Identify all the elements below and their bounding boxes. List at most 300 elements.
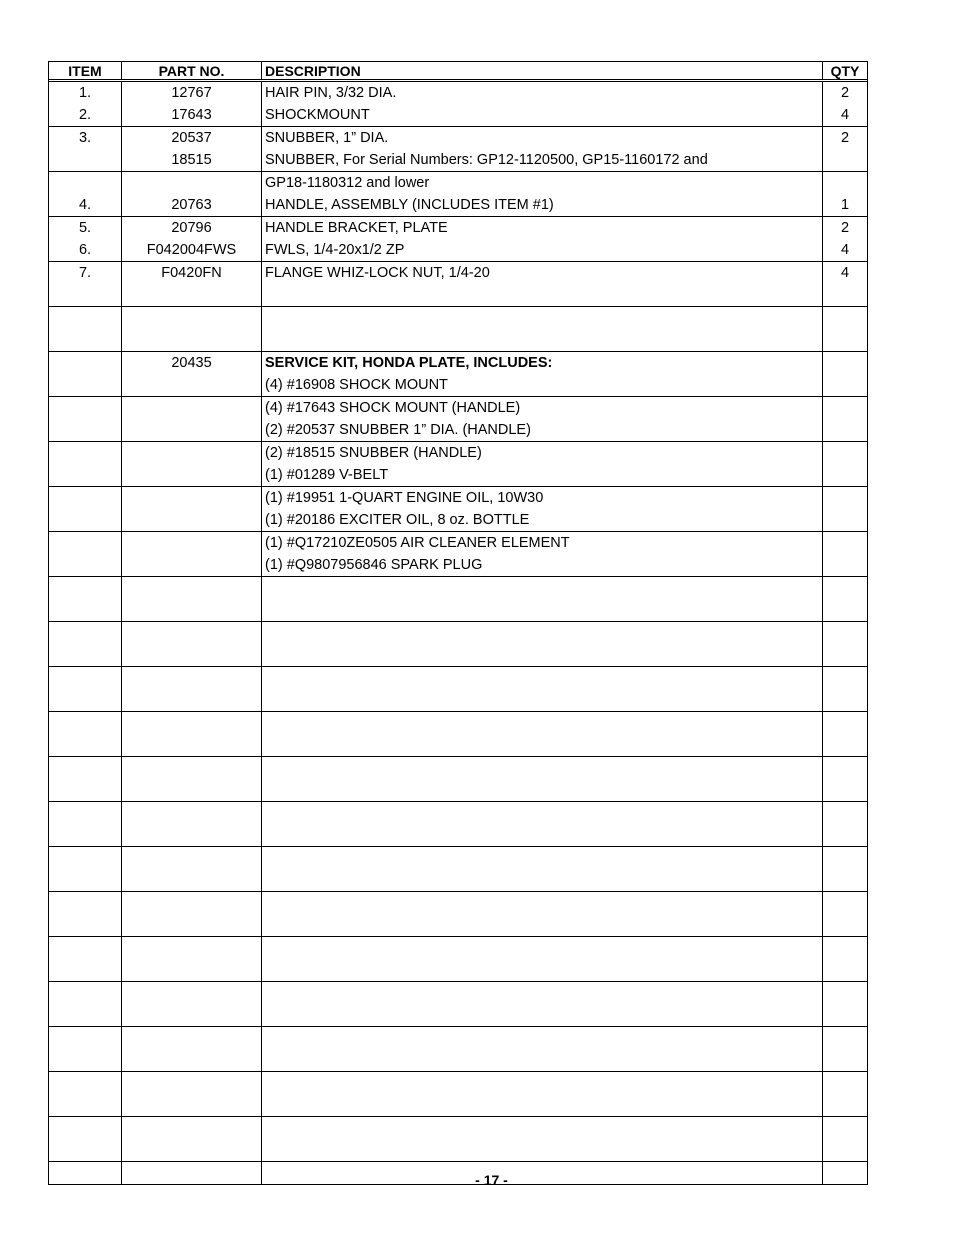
part-no-cell xyxy=(122,892,262,936)
qty-cell xyxy=(823,1117,867,1161)
item-text xyxy=(49,622,121,644)
item-text: 4. xyxy=(78,197,92,213)
qty-text xyxy=(823,689,867,711)
description-text: SERVICE KIT, HONDA PLATE, INCLUDES: xyxy=(265,355,553,371)
part-no-text xyxy=(122,374,261,396)
description-text xyxy=(265,667,822,689)
part-no-cell xyxy=(122,577,262,621)
item-text xyxy=(49,284,121,306)
item-text xyxy=(49,644,121,666)
description-text xyxy=(265,779,822,801)
description-text xyxy=(265,847,822,869)
qty-text xyxy=(823,757,867,779)
part-no-text xyxy=(122,397,261,419)
part-no-text xyxy=(122,1004,261,1026)
qty-text xyxy=(823,892,867,914)
description-text xyxy=(265,892,822,914)
qty-cell xyxy=(823,217,867,261)
item-cell xyxy=(49,757,122,801)
description-text xyxy=(265,802,822,824)
part-no-cell xyxy=(122,442,262,486)
item-text xyxy=(49,1117,121,1139)
part-no-text xyxy=(122,1094,261,1116)
qty-text xyxy=(823,419,867,441)
part-no-text xyxy=(122,442,261,464)
part-no-cell xyxy=(122,532,262,576)
description-text xyxy=(265,1004,822,1026)
qty-text: 4 xyxy=(840,265,850,281)
item-text: 7. xyxy=(78,265,92,281)
table-row xyxy=(49,937,867,982)
part-no-text xyxy=(122,644,261,666)
description-text: FLANGE WHIZ-LOCK NUT, 1/4-20 xyxy=(265,265,490,281)
item-cell xyxy=(49,352,122,396)
item-cell xyxy=(49,532,122,576)
item-text xyxy=(49,1004,121,1026)
qty-cell xyxy=(823,307,867,351)
item-text xyxy=(49,1072,121,1094)
table-row xyxy=(49,127,867,172)
part-no-cell xyxy=(122,397,262,441)
table-row xyxy=(49,892,867,937)
table-row xyxy=(49,1027,867,1072)
qty-text xyxy=(823,847,867,869)
item-text xyxy=(49,374,121,396)
description-text xyxy=(265,1139,822,1161)
part-no-cell xyxy=(122,1117,262,1161)
description-cell xyxy=(262,892,823,936)
part-no-text xyxy=(122,802,261,824)
part-no-text: 12767 xyxy=(171,85,212,101)
description-text xyxy=(265,1094,822,1116)
qty-text xyxy=(823,1049,867,1071)
qty-cell xyxy=(823,442,867,486)
item-text xyxy=(49,532,121,554)
part-no-text xyxy=(122,329,261,351)
description-cell xyxy=(262,352,823,396)
item-cell xyxy=(49,217,122,261)
part-no-text xyxy=(122,734,261,756)
part-no-cell xyxy=(122,667,262,711)
description-cell xyxy=(262,712,823,756)
description-text xyxy=(265,914,822,936)
qty-cell xyxy=(823,82,867,126)
description-cell xyxy=(262,577,823,621)
item-cell xyxy=(49,937,122,981)
qty-text xyxy=(823,869,867,891)
part-no-cell xyxy=(122,262,262,306)
item-text xyxy=(49,464,121,486)
part-no-text xyxy=(122,487,261,509)
part-no-text xyxy=(122,509,261,531)
part-no-text xyxy=(122,689,261,711)
qty-cell xyxy=(823,397,867,441)
item-text xyxy=(49,329,121,351)
qty-text xyxy=(823,532,867,554)
qty-cell xyxy=(823,172,867,216)
qty-text xyxy=(823,734,867,756)
table-row xyxy=(49,442,867,487)
item-text xyxy=(49,869,121,891)
qty-text: 4 xyxy=(840,242,850,258)
part-no-cell xyxy=(122,352,262,396)
part-no-text xyxy=(122,779,261,801)
part-no-text xyxy=(122,1117,261,1139)
part-no-text: F0420FN xyxy=(161,265,222,281)
header-part-no: PART NO. xyxy=(122,62,262,79)
qty-cell xyxy=(823,982,867,1026)
part-no-text: F042004FWS xyxy=(146,242,237,258)
part-no-text xyxy=(122,982,261,1004)
item-text: 6. xyxy=(78,242,92,258)
header-description: DESCRIPTION xyxy=(262,62,823,79)
part-no-cell xyxy=(122,982,262,1026)
item-text xyxy=(49,937,121,959)
table-row xyxy=(49,352,867,397)
item-cell xyxy=(49,802,122,846)
description-cell xyxy=(262,172,823,216)
table-row xyxy=(49,847,867,892)
part-no-text xyxy=(122,757,261,779)
qty-text xyxy=(823,307,867,329)
part-no-cell xyxy=(122,1072,262,1116)
part-no-text: 18515 xyxy=(171,152,212,168)
part-no-text xyxy=(122,937,261,959)
qty-text xyxy=(823,937,867,959)
item-text xyxy=(49,554,121,576)
description-text: FWLS, 1/4-20x1/2 ZP xyxy=(265,242,405,258)
part-no-text xyxy=(122,1049,261,1071)
part-no-text xyxy=(122,914,261,936)
description-text xyxy=(265,689,822,711)
description-cell xyxy=(262,667,823,711)
qty-text xyxy=(823,149,867,171)
item-cell xyxy=(49,262,122,306)
part-no-cell xyxy=(122,217,262,261)
description-text: (1) #01289 V-BELT xyxy=(265,467,389,483)
item-text xyxy=(49,397,121,419)
table-header xyxy=(49,62,867,82)
description-text xyxy=(265,982,822,1004)
description-cell xyxy=(262,307,823,351)
qty-text xyxy=(823,442,867,464)
description-text xyxy=(265,1117,822,1139)
qty-cell xyxy=(823,352,867,396)
item-cell xyxy=(49,127,122,171)
part-no-cell xyxy=(122,802,262,846)
description-text: GP18-1180312 and lower xyxy=(265,175,430,191)
part-no-text xyxy=(122,577,261,599)
item-text xyxy=(49,1139,121,1161)
item-text xyxy=(49,982,121,1004)
item-text xyxy=(49,847,121,869)
item-text xyxy=(49,307,121,329)
description-cell xyxy=(262,802,823,846)
item-text xyxy=(49,892,121,914)
item-cell xyxy=(49,712,122,756)
item-cell xyxy=(49,622,122,666)
qty-text xyxy=(823,1139,867,1161)
description-text: (4) #16908 SHOCK MOUNT xyxy=(265,377,448,393)
qty-text xyxy=(823,329,867,351)
item-text: 1. xyxy=(78,85,92,101)
qty-text xyxy=(823,284,867,306)
part-no-text xyxy=(122,622,261,644)
table-row xyxy=(49,307,867,352)
description-text xyxy=(265,329,822,351)
item-cell xyxy=(49,1117,122,1161)
item-text xyxy=(49,712,121,734)
item-text xyxy=(49,419,121,441)
item-text xyxy=(49,779,121,801)
qty-text xyxy=(823,959,867,981)
table-row xyxy=(49,397,867,442)
header-qty: QTY xyxy=(830,63,860,79)
item-cell xyxy=(49,307,122,351)
description-cell xyxy=(262,937,823,981)
description-cell xyxy=(262,397,823,441)
item-cell xyxy=(49,982,122,1026)
part-no-text: 20796 xyxy=(171,220,212,236)
description-text xyxy=(265,734,822,756)
qty-text xyxy=(823,599,867,621)
part-no-text xyxy=(122,599,261,621)
description-text xyxy=(265,1027,822,1049)
qty-text xyxy=(823,352,867,374)
item-text xyxy=(49,734,121,756)
table-body xyxy=(49,82,867,1184)
item-cell xyxy=(49,1027,122,1071)
qty-cell xyxy=(823,622,867,666)
description-cell xyxy=(262,622,823,666)
item-text xyxy=(49,689,121,711)
item-cell xyxy=(49,847,122,891)
description-cell xyxy=(262,442,823,486)
description-text: HAIR PIN, 3/32 DIA. xyxy=(265,85,397,101)
qty-text xyxy=(823,487,867,509)
part-no-cell xyxy=(122,487,262,531)
table-row xyxy=(49,802,867,847)
part-no-text xyxy=(122,847,261,869)
table-row xyxy=(49,217,867,262)
qty-text xyxy=(823,509,867,531)
item-cell xyxy=(49,1072,122,1116)
qty-cell xyxy=(823,577,867,621)
description-text xyxy=(265,1049,822,1071)
part-no-cell xyxy=(122,757,262,801)
qty-text xyxy=(823,824,867,846)
qty-text xyxy=(823,1117,867,1139)
description-cell xyxy=(262,1117,823,1161)
part-no-text xyxy=(122,464,261,486)
description-cell xyxy=(262,262,823,306)
table-row xyxy=(49,667,867,712)
part-no-text xyxy=(122,892,261,914)
item-text xyxy=(49,487,121,509)
item-text xyxy=(49,149,121,171)
table-row xyxy=(49,982,867,1027)
part-no-text xyxy=(122,1027,261,1049)
part-no-cell xyxy=(122,82,262,126)
qty-text xyxy=(823,667,867,689)
header-item: ITEM xyxy=(49,62,122,79)
part-no-text xyxy=(122,172,261,194)
item-text xyxy=(49,914,121,936)
description-text: (1) #Q9807956846 SPARK PLUG xyxy=(265,557,483,573)
qty-text xyxy=(823,779,867,801)
item-text xyxy=(49,352,121,374)
description-cell xyxy=(262,1072,823,1116)
part-no-text xyxy=(122,959,261,981)
part-no-text: 17643 xyxy=(171,107,212,123)
description-cell xyxy=(262,532,823,576)
item-text: 5. xyxy=(78,220,92,236)
item-cell xyxy=(49,487,122,531)
qty-text xyxy=(823,464,867,486)
part-no-text xyxy=(122,532,261,554)
description-text xyxy=(265,712,822,734)
item-text xyxy=(49,802,121,824)
qty-text: 1 xyxy=(840,197,850,213)
description-text: (1) #19951 1-QUART ENGINE OIL, 10W30 xyxy=(265,490,544,506)
qty-text xyxy=(823,1072,867,1094)
qty-cell xyxy=(823,712,867,756)
part-no-cell xyxy=(122,622,262,666)
part-no-cell xyxy=(122,712,262,756)
description-cell xyxy=(262,982,823,1026)
part-no-text xyxy=(122,554,261,576)
table-row xyxy=(49,1117,867,1162)
part-no-text: 20435 xyxy=(171,355,212,371)
item-cell xyxy=(49,667,122,711)
qty-cell xyxy=(823,532,867,576)
part-no-cell xyxy=(122,937,262,981)
description-text xyxy=(265,869,822,891)
part-no-cell xyxy=(122,172,262,216)
item-text xyxy=(49,599,121,621)
qty-text xyxy=(823,1094,867,1116)
part-no-text xyxy=(122,712,261,734)
description-text xyxy=(265,959,822,981)
part-no-text: 20537 xyxy=(171,130,212,146)
qty-text xyxy=(823,802,867,824)
qty-text: 2 xyxy=(840,85,850,101)
part-no-cell xyxy=(122,847,262,891)
item-text xyxy=(49,824,121,846)
qty-cell xyxy=(823,802,867,846)
qty-cell xyxy=(823,1072,867,1116)
part-no-text: 20763 xyxy=(171,197,212,213)
description-text: HANDLE, ASSEMBLY (INCLUDES ITEM #1) xyxy=(265,197,554,213)
item-text xyxy=(49,442,121,464)
parts-table xyxy=(48,61,868,1185)
table-row xyxy=(49,487,867,532)
table-row xyxy=(49,577,867,622)
qty-text xyxy=(823,397,867,419)
part-no-text xyxy=(122,284,261,306)
qty-text xyxy=(823,172,867,194)
description-text: (2) #18515 SNUBBER (HANDLE) xyxy=(265,445,482,461)
description-text: HANDLE BRACKET, PLATE xyxy=(265,220,448,236)
qty-text: 2 xyxy=(840,220,850,236)
table-row xyxy=(49,262,867,307)
qty-text xyxy=(823,914,867,936)
description-text: SNUBBER, For Serial Numbers: GP12-1120500, GP15-1160172 and xyxy=(265,152,708,168)
qty-cell xyxy=(823,1027,867,1071)
part-no-text xyxy=(122,1139,261,1161)
description-text xyxy=(265,824,822,846)
item-text xyxy=(49,172,121,194)
description-text: (1) #20186 EXCITER OIL, 8 oz. BOTTLE xyxy=(265,512,530,528)
part-no-text xyxy=(122,824,261,846)
item-cell xyxy=(49,172,122,216)
table-row xyxy=(49,1072,867,1117)
part-no-cell xyxy=(122,307,262,351)
description-text xyxy=(265,1072,822,1094)
qty-text xyxy=(823,982,867,1004)
qty-cell xyxy=(823,892,867,936)
part-no-text xyxy=(122,419,261,441)
item-cell xyxy=(49,577,122,621)
qty-text xyxy=(823,577,867,599)
qty-cell xyxy=(823,262,867,306)
part-no-text xyxy=(122,1072,261,1094)
item-text xyxy=(49,509,121,531)
item-cell xyxy=(49,82,122,126)
description-cell xyxy=(262,1027,823,1071)
description-text xyxy=(265,577,822,599)
qty-cell xyxy=(823,847,867,891)
qty-text xyxy=(823,622,867,644)
qty-text: 2 xyxy=(840,130,850,146)
item-text xyxy=(49,959,121,981)
description-text: SNUBBER, 1” DIA. xyxy=(265,130,389,146)
qty-text xyxy=(823,712,867,734)
item-cell xyxy=(49,397,122,441)
item-text xyxy=(49,1027,121,1049)
qty-text xyxy=(823,1004,867,1026)
item-cell xyxy=(49,442,122,486)
item-text: 2. xyxy=(78,107,92,123)
description-text: (2) #20537 SNUBBER 1” DIA. (HANDLE) xyxy=(265,422,531,438)
qty-cell xyxy=(823,757,867,801)
qty-text xyxy=(823,374,867,396)
table-row xyxy=(49,712,867,757)
description-text xyxy=(265,757,822,779)
table-row xyxy=(49,172,867,217)
part-no-cell xyxy=(122,1027,262,1071)
qty-cell xyxy=(823,127,867,171)
description-text xyxy=(265,622,822,644)
table-row xyxy=(49,622,867,667)
part-no-text xyxy=(122,869,261,891)
part-no-cell xyxy=(122,127,262,171)
table-row xyxy=(49,757,867,802)
item-text xyxy=(49,1049,121,1071)
table-row xyxy=(49,82,867,127)
description-cell xyxy=(262,217,823,261)
description-text xyxy=(265,644,822,666)
part-no-text xyxy=(122,307,261,329)
qty-cell xyxy=(823,667,867,711)
description-cell xyxy=(262,127,823,171)
qty-text: 4 xyxy=(840,107,850,123)
item-text xyxy=(49,757,121,779)
item-text: 3. xyxy=(78,130,92,146)
part-no-text xyxy=(122,667,261,689)
item-text xyxy=(49,577,121,599)
qty-text xyxy=(823,1027,867,1049)
